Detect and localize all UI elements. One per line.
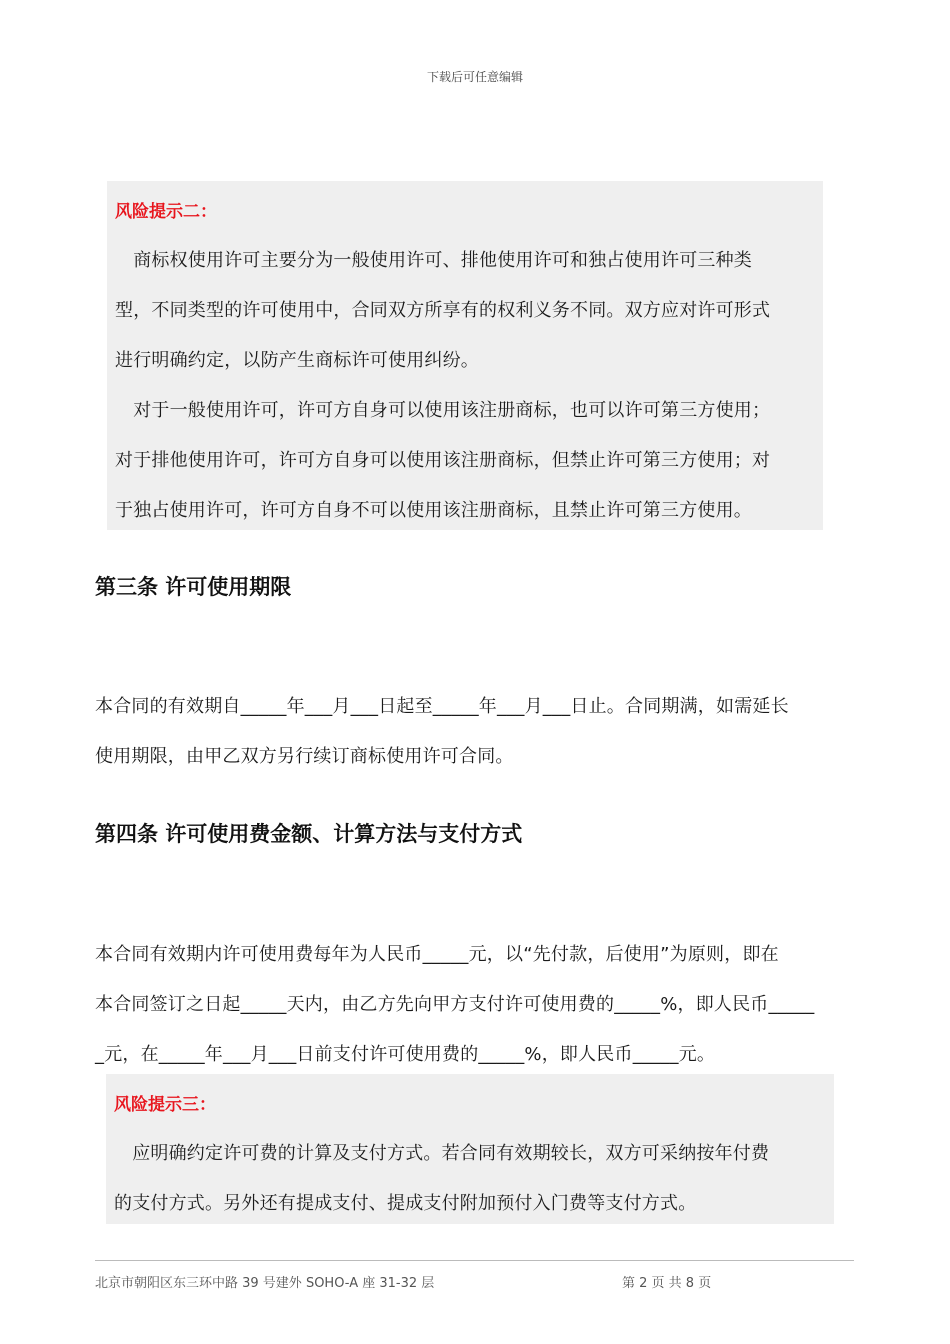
- risk-tip-2-line: 型，不同类型的许可使用中，合同双方所享有的权利义务不同。双方应对许可形式: [115, 300, 771, 321]
- risk-tip-title-3: 风险提示三：: [114, 1095, 216, 1115]
- footer-page-number: 第 2 页 共 8 页: [622, 1276, 712, 1291]
- article-4-heading: 第四条 许可使用费金额、计算方法与支付方式: [95, 822, 523, 846]
- risk-tip-title-2: 风险提示二：: [115, 202, 217, 222]
- risk-tip-2-line: 进行明确约定，以防产生商标许可使用纠纷。: [115, 350, 479, 371]
- risk-tip-3-line: 应明确约定许可费的计算及支付方式。若合同有效期较长，双方可采纳按年付费: [114, 1143, 770, 1164]
- article-4-line: _元，在_____年___月___日前支付许可使用费的_____%，即人民币_____元。: [95, 1044, 716, 1065]
- risk-tip-2-line: 商标权使用许可主要分为一般使用许可、排他使用许可和独占使用许可三种类: [115, 250, 752, 271]
- article-4-line: 本合同有效期内许可使用费每年为人民币_____元，以“先付款，后使用”为原则，即在: [95, 944, 779, 965]
- footer-divider: [95, 1260, 854, 1261]
- risk-tip-3-line: 的支付方式。另外还有提成支付、提成支付附加预付入门费等支付方式。: [114, 1193, 697, 1214]
- article-4-line: 本合同签订之日起_____天内，由乙方先向甲方支付许可使用费的_____%，即人民币_____: [95, 994, 815, 1015]
- risk-tip-2-line: 于独占使用许可，许可方自身不可以使用该注册商标，且禁止许可第三方使用。: [115, 500, 752, 521]
- risk-tip-2-line: 对于一般使用许可，许可方自身可以使用该注册商标，也可以许可第三方使用；: [115, 400, 771, 421]
- header-note: 下载后可任意编辑: [426, 70, 523, 84]
- article-3-heading: 第三条 许可使用期限: [95, 575, 292, 599]
- article-3-line: 使用期限，由甲乙双方另行续订商标使用许可合同。: [95, 746, 514, 767]
- risk-tip-2-line: 对于排他使用许可，许可方自身可以使用该注册商标，但禁止许可第三方使用；对: [115, 450, 771, 471]
- article-3-line: 本合同的有效期自_____年___月___日起至_____年___月___日止。合同期满，如需延长: [95, 696, 789, 717]
- footer-address: 北京市朝阳区东三环中路 39 号建外 SOHO-A 座 31-32 层: [95, 1276, 435, 1291]
